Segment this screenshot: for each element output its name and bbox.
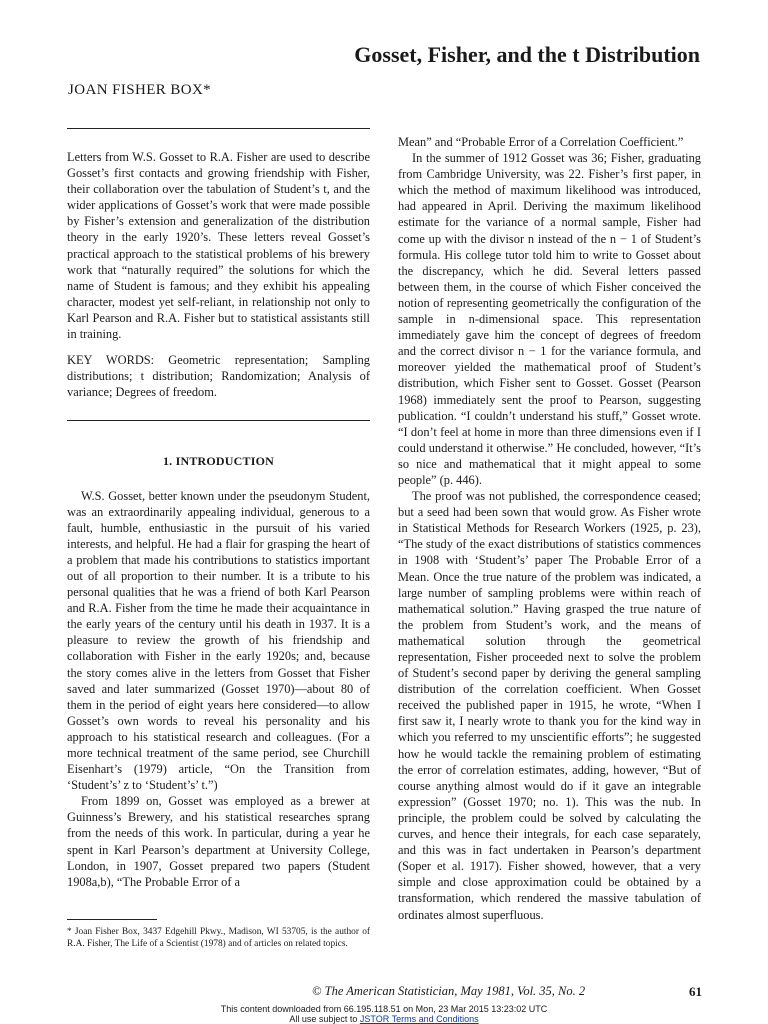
left-paragraph: W.S. Gosset, better known under the pseudonym Student, was an extraordinarily appealing individual, generous to a fault, humble, enthusiastic in the pursuit of his varied interests, and helpful. He had a flair for grasping the heart of a problem that made his contributions to statistics important out of all proportion to their number. It is a tribute to his personal qualities that he was a friend of both Karl Pearson and R.A. Fisher from the time he made their acquaintance in the early years of the century until his death in 1937. It is a pleasure to review the growth of his friendship and collaboration with Fisher in the early 1920s; and, because the story comes alive in the letters from Gosset that Fisher saved and later summarized (Gosset 1970)—about 80 of them in the period of eight years here considered—to allow Gosset’s own words to reveal his personality and his approach to his statistical research and colleagues. (For a more technical treatment of the same period, see Churchill Eisenhart’s (1979) article, “On the Transition from ‘Student’s’ z to ‘Student’s’ t.”): [67, 488, 370, 793]
left-column: [67, 128, 370, 890]
author-name: JOAN FISHER BOX*: [68, 82, 212, 98]
terms-prefix: All use subject to: [289, 1014, 360, 1024]
terms-notice: [0, 1014, 768, 1024]
journal-citation: © The American Statistician, May 1981, Vol. 35, No. 2: [312, 984, 586, 998]
download-notice: This content downloaded from 66.195.118.51 on Mon, 23 Mar 2015 13:23:02 UTC: [220, 1004, 548, 1014]
abstract-top-rule: [67, 128, 370, 129]
footnote-text: * Joan Fisher Box, 3437 Edgehill Pkwy., Madison, WI 53705, is the author of R.A. Fisher, The Life of a Scientist (1978) and of articles on related topics.: [67, 927, 370, 949]
footnote: [67, 919, 370, 950]
right-paragraph: In the summer of 1912 Gosset was 36; Fisher, graduating from Cambridge University, was 22. Fisher’s first paper, in which the method of maximum likelihood was introduced, had appeared in April. Deriving the maximum likelihood estimate for the variance of a normal sample, Fisher had come up with the divisor n instead of the n − 1 of Student’s formula. His college tutor told him to write to Gosset about the discrepancy, which he did. Several letters passed between them, in the course of which Fisher conceived the notion of representing geometrically the configuration of the sample in n-dimensional space. This representation immediately gave him the concept of degrees of freedom and the correct divisor n − 1 for the variance formula, and moreover yielded the mathematical proof of Student’s distribution, which Fisher sent to Gosset. Gosset (Pearson 1968) immediately sent the proof to Pearson, suggesting publication. “I couldn’t understand his stuff,” Gosset wrote. “I don’t feel at home in more than three dimensions even if I could understand it otherwise.” He concluded, however, “It’s so nice and mathematical that it might appeal to some people” (p. 446).: [398, 151, 701, 487]
section-heading: 1. INTRODUCTION: [162, 454, 274, 469]
abstract: Letters from W.S. Gosset to R.A. Fisher are used to describe Gosset’s first contacts and growing friendship with Fisher, their collaboration over the tabulation of Student’s t, and the wider applications of Gosset’s work that were made possible by Fisher’s extension and generalization of the distribution theory in the early 1920’s. These letters reveal Gosset’s practical approach to the statistical problems of his brewery work that “naturally required” the solutions for which the name of Student is famous; and they exhibit his appealing character, modest yet self-reliant, in relationship not only to Karl Pearson and R.A. Fisher but to statistical assistants still in training.: [67, 150, 370, 342]
key-words: KEY WORDS: Geometric representation; Sampling distributions; t distribution; Randomization; Analysis of variance; Degrees of freedom.: [67, 353, 370, 400]
jstor-terms-link[interactable]: JSTOR Terms and Conditions: [359, 1014, 479, 1024]
right-column: [398, 134, 701, 923]
right-paragraph: The proof was not published, the correspondence ceased; but a seed had been sown that would grow. As Fisher wrote in Statistical Methods for Research Workers (1925, p. 23), “The study of the exact distributions of statistics commences in 1908 with ‘Student’s’ paper The Probable Error of a Mean. Once the true nature of the problem was indicated, a large number of sampling problems were within reach of mathematical solution.” Having grasped the true nature of the problem from Student’s work, and the means of mathematical solution through the geometrical representation, Fisher proceeded next to solve the problem of Student’s second paper by deriving the general sampling distribution of the correlation coefficient. When Gosset received the published paper in 1915, he wrote, “When I first saw it, I nearly wrote to thank you for the kind way in which you referred to my unscientific efforts”; he suggested how he would tackle the remaining problem of estimating the error of correlation estimates, adding, however, “But of course anything almost would do if it gave an integrable expression” (Gosset 1970; no. 1). This was the nub. In principle, the problem could be solved by calculating the curves, and hence their integrals, for each case separately, and this was in fact undertaken in Pearson’s department (Soper et al. 1917). Fisher showed, however, that a very simple and close approximation could be obtained by a transformation, which rendered the massive tabulation of ordinates almost superfluous.: [398, 489, 701, 922]
page-number: 61: [689, 984, 702, 999]
abstract-bottom-rule: [67, 420, 370, 421]
right-paragraph: Mean” and “Probable Error of a Correlation Coefficient.”: [398, 135, 684, 149]
paper-title: Gosset, Fisher, and the t Distribution: [354, 42, 700, 67]
footnote-rule: [67, 919, 157, 920]
left-paragraph: From 1899 on, Gosset was employed as a brewer at Guinness’s Brewery, and his statistical researches sprang from the needs of this work. In particular, during a year he spent in Karl Pearson’s department at University College, London, in 1907, Gosset prepared two papers (Student 1908a,b), “The Probable Error of a: [67, 794, 370, 889]
